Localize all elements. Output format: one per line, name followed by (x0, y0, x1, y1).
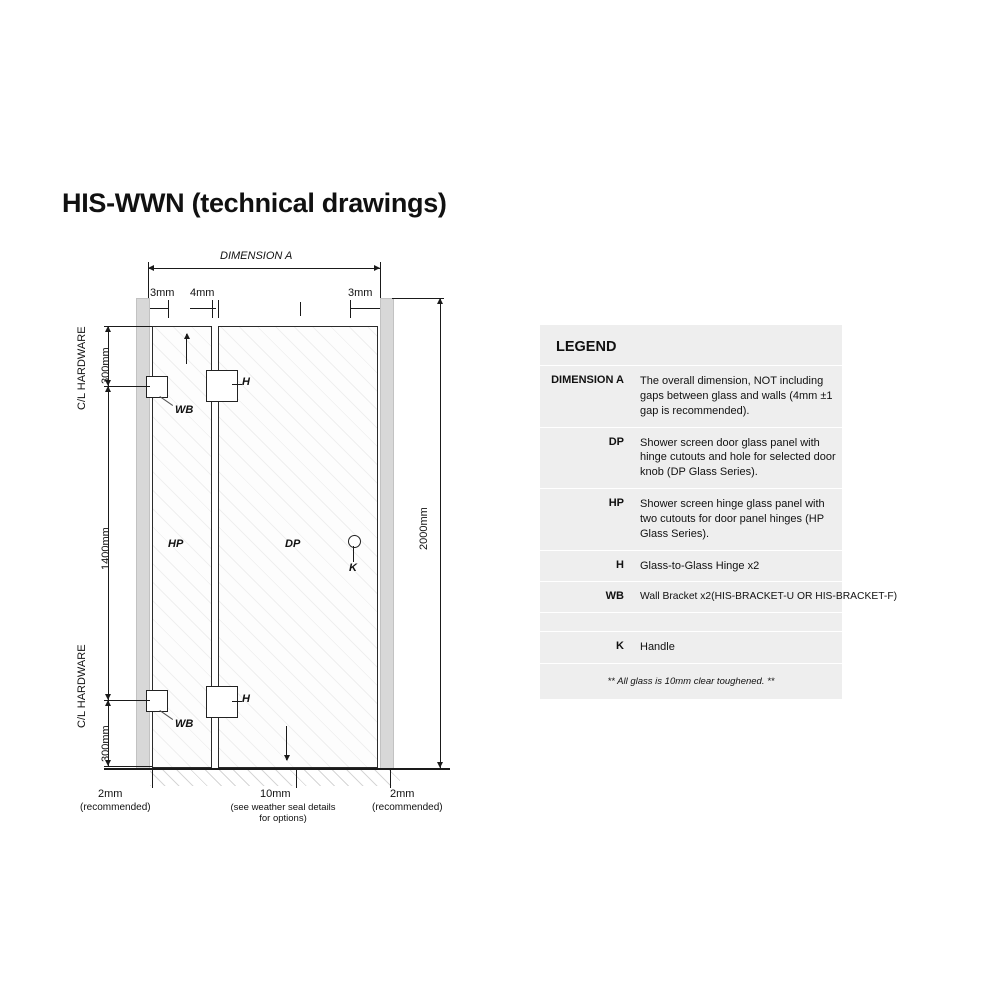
bottom-left-value: 2mm (98, 788, 123, 800)
gap-left-line (148, 308, 168, 309)
legend-key: WB (605, 590, 624, 603)
legend-row (540, 366, 842, 428)
technical-drawing (60, 250, 520, 850)
hinge-bottom-label: H (242, 693, 250, 705)
gap-tick-1 (168, 300, 169, 318)
dim-1400-ext-b (104, 700, 150, 701)
legend-row (540, 582, 898, 613)
gap-tick-4 (350, 300, 351, 318)
legend-row (540, 489, 842, 551)
dim-300-top-ext-b (104, 386, 150, 387)
gap-tick-2 (212, 300, 213, 318)
bottom-tick-mid (296, 768, 297, 788)
hinge-top-label: H (242, 376, 250, 388)
legend-row-spacer (540, 613, 842, 632)
dim-1400-label: 1400mm (100, 527, 112, 570)
handle-knob-icon (348, 535, 361, 548)
dimension-a-label: DIMENSION A (220, 250, 293, 262)
dp-arrow-down (286, 726, 287, 760)
dim-2000-ext-top (392, 298, 444, 299)
page-title: HIS-WWN (technical drawings) (62, 188, 447, 218)
gap-right-line (350, 308, 380, 309)
legend-value: The overall dimension, NOT including gaps between glass and walls (4mm ±1 gap is recommended). (640, 375, 833, 417)
dim-300-top-ext-a (104, 326, 152, 327)
dim-2000-label: 2000mm (418, 507, 430, 550)
gap-right-label: 3mm (348, 287, 373, 299)
dim-300-bottom-line (108, 700, 109, 766)
dim-1400-arrow-up (105, 386, 111, 392)
dim-300-top-label: 300mm (100, 347, 112, 384)
legend-title: LEGEND (540, 325, 842, 366)
cl-hardware-bottom-label: C/L HARDWARE (76, 644, 88, 728)
hinge-top-leader (232, 384, 242, 385)
legend-key-empty (540, 613, 632, 631)
panel-dp-label: DP (285, 538, 301, 550)
cl-hardware-top-label: C/L HARDWARE (76, 326, 88, 410)
gap-tick-3 (218, 300, 219, 318)
legend-value: Glass-to-Glass Hinge x2 (640, 559, 760, 572)
dim-a-arrow-left (148, 265, 154, 271)
hinge-bottom (206, 686, 238, 718)
floor-hatch (150, 770, 400, 786)
legend-panel (540, 325, 898, 699)
handle-label: K (349, 562, 357, 574)
bottom-right-note: (recommended) (372, 802, 443, 813)
dim-a-arrow-right (374, 265, 380, 271)
dim-1400-line (108, 386, 109, 700)
bottom-tick-right (390, 768, 391, 788)
hp-arrow-up (186, 334, 187, 364)
handle-leader (353, 546, 354, 562)
legend-key: H (616, 558, 624, 571)
panel-hp-label: HP (168, 538, 184, 550)
legend-value: Handle (640, 641, 675, 654)
bottom-left-note: (recommended) (80, 802, 151, 813)
legend-value-empty (632, 613, 842, 631)
legend-row (540, 551, 842, 583)
legend-note: ** All glass is 10mm clear toughened. ** (607, 676, 775, 688)
legend-key: HP (608, 497, 624, 510)
bracket-bottom-label: WB (175, 718, 194, 730)
dim-2000-line (440, 298, 441, 768)
centre-tick (300, 302, 301, 316)
gap-left-label: 3mm (150, 287, 175, 299)
legend-key: DIMENSION A (551, 374, 624, 386)
dim-300-bottom-arrow-up (105, 700, 111, 706)
hinge-bottom-leader (232, 701, 242, 702)
legend-row (540, 428, 842, 490)
gap-middle-label: 4mm (190, 287, 215, 299)
bottom-center-value: 10mm (260, 788, 291, 800)
bracket-top-label: WB (175, 404, 194, 416)
legend-value: Wall Bracket x2(HIS-BRACKET-U OR HIS-BRACKET-F) (640, 591, 898, 603)
hinge-top (206, 370, 238, 402)
wall-bracket-bottom (146, 690, 168, 712)
wall-bracket-top (146, 376, 168, 398)
bottom-center-note: (see weather seal details for options) (230, 802, 336, 824)
dim-300-top-line (108, 326, 109, 386)
legend-key: DP (608, 435, 624, 448)
dim-300-bottom-label: 300mm (100, 725, 112, 762)
legend-value: Shower screen hinge glass panel with two cutouts for door panel hinges (HP Glass Series). (640, 498, 825, 540)
dim-300-bottom-ext (104, 766, 152, 767)
dim-a-line (148, 268, 380, 269)
legend-row (540, 632, 842, 664)
legend-value: Shower screen door glass panel with hinge cutouts and hole for selected door knob (DP Glass Series). (640, 436, 836, 479)
bottom-tick-left (152, 768, 153, 788)
legend-key: K (616, 640, 624, 653)
wall-right (380, 298, 394, 770)
bottom-right-value: 2mm (390, 788, 415, 800)
